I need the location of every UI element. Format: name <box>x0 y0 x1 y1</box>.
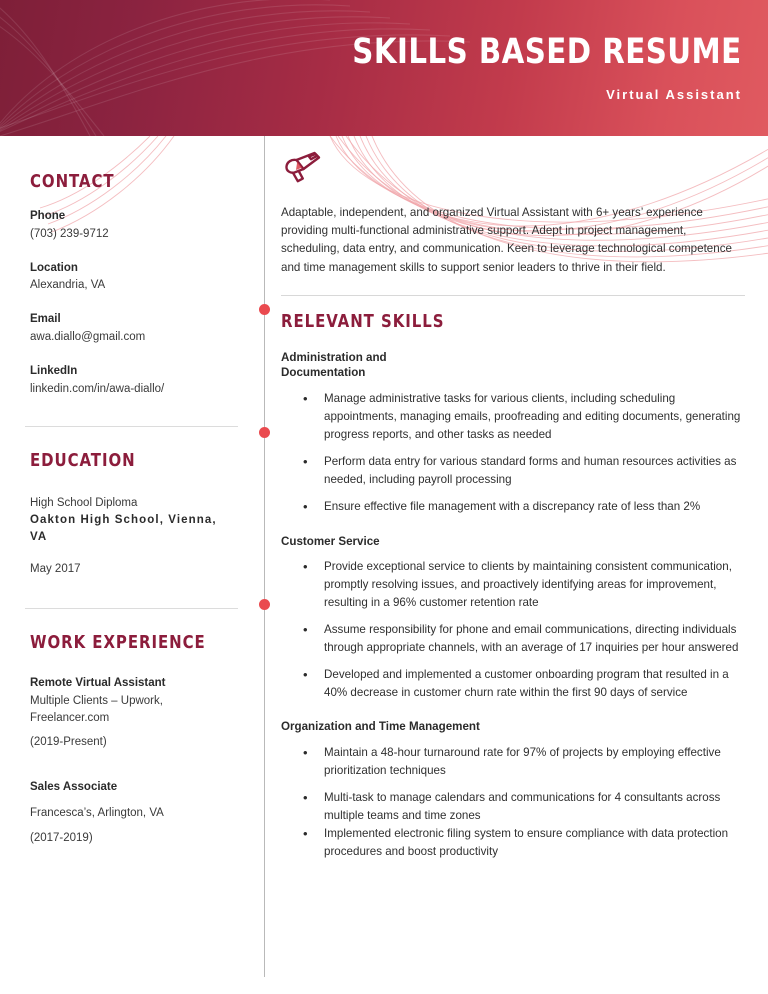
contact-section <box>0 136 264 399</box>
relevant-skills-heading: RELEVANT SKILLS <box>281 311 445 332</box>
resume-body <box>0 136 768 994</box>
contact-value: Alexandria, VA <box>30 279 106 292</box>
skill-group <box>281 719 745 860</box>
contact-value: (703) 239-9712 <box>30 227 109 240</box>
professional-summary: Adaptable, independent, and organized Virtual Assistant with 6+ years’ experience providing multi-functional administrative support. Adept in project management, scheduling, data entry, and communication. Keen to leverage technological competence and time management skills to support senior leaders to thrive in their field. <box>281 206 732 274</box>
skill-group-name: Customer Service <box>281 534 380 548</box>
rail-dot-marker <box>259 427 270 438</box>
contact-field-email <box>30 311 238 347</box>
section-divider-rail <box>264 136 265 977</box>
contact-label: LinkedIn <box>30 364 78 377</box>
list-item: • Implemented electronic filing system to ensure compliance with data protection procedures and boost productivity <box>303 825 745 861</box>
contact-label: Phone <box>30 210 66 222</box>
skill-group <box>281 534 745 702</box>
resume-header-banner <box>0 0 768 136</box>
page-title: SKILLS BASED RESUME <box>352 31 742 72</box>
list-item: • Perform data entry for various standard forms and human resources activities as needed, including payroll processing <box>303 453 745 489</box>
contact-label: Location <box>30 261 78 274</box>
skill-group-name: Organization and Time Management <box>281 720 480 734</box>
megaphone-icon <box>281 148 745 192</box>
contact-field-phone <box>30 208 238 244</box>
work-experience-section <box>0 609 264 843</box>
job-title: Sales Associate <box>30 781 118 793</box>
sidebar <box>0 136 264 844</box>
list-item: • Multi-task to manage calendars and communications for 4 consultants across multiple teams and time zones <box>303 789 745 825</box>
list-item: • Manage administrative tasks for various clients, including scheduling appointments, managing emails, proofreading and editing documents, generating progress reports, and other tasks as needed <box>303 390 745 444</box>
education-degree: High School Diploma <box>30 496 138 509</box>
list-item: • Developed and implemented a customer onboarding program that resulted in a 40% decrease in customer churn rate within the first 90 days of service <box>303 666 745 702</box>
job-role-subtitle: Virtual Assistant <box>606 86 742 102</box>
education-heading: EDUCATION <box>30 450 136 471</box>
rail-dot-marker <box>259 599 270 610</box>
list-item: • Provide exceptional service to clients by maintaining consistent communication, promptly resolving issues, and proactively identifying areas for improvement, resulting in a 96% customer retention rate <box>303 558 745 612</box>
contact-heading: CONTACT <box>30 172 115 192</box>
job-date-range: (2017-2019) <box>30 831 93 844</box>
job-organization: Francesca’s, Arlington, VA <box>30 807 164 820</box>
job-entry <box>30 675 238 748</box>
contact-field-location <box>30 260 238 296</box>
contact-value: awa.diallo@gmail.com <box>30 331 146 344</box>
skill-group-name: Administration and Documentation <box>281 350 387 380</box>
job-entry <box>30 779 238 844</box>
list-item: • Maintain a 48-hour turnaround rate for 97% of projects by employing effective prioritization techniques <box>303 744 745 780</box>
contact-value: linkedin.com/in/awa-diallo/ <box>30 382 165 395</box>
list-item: • Assume responsibility for phone and email communications, directing individuals through appropriate channels, with an average of 17 inquiries per hour answered <box>303 621 745 657</box>
skill-group <box>281 350 745 516</box>
skill-bullet-list <box>281 558 745 702</box>
contact-field-linkedin <box>30 363 238 399</box>
education-school: Oakton High School, Vienna, VA <box>30 513 217 543</box>
main-column <box>281 136 745 870</box>
rail-dot-marker <box>259 304 270 315</box>
list-item: • Ensure effective file management with a discrepancy rate of less than 2% <box>303 498 745 516</box>
contact-label: Email <box>30 313 61 326</box>
job-title: Remote Virtual Assistant <box>30 677 166 690</box>
job-date-range: (2019-Present) <box>30 736 107 748</box>
skill-bullet-list <box>281 390 745 516</box>
education-section <box>0 427 264 576</box>
work-experience-heading: WORK EXPERIENCE <box>30 633 206 654</box>
job-organization: Multiple Clients – Upwork, Freelancer.com <box>30 694 163 724</box>
education-date: May 2017 <box>30 563 81 576</box>
main-divider <box>281 295 745 296</box>
skill-bullet-list <box>281 744 745 861</box>
